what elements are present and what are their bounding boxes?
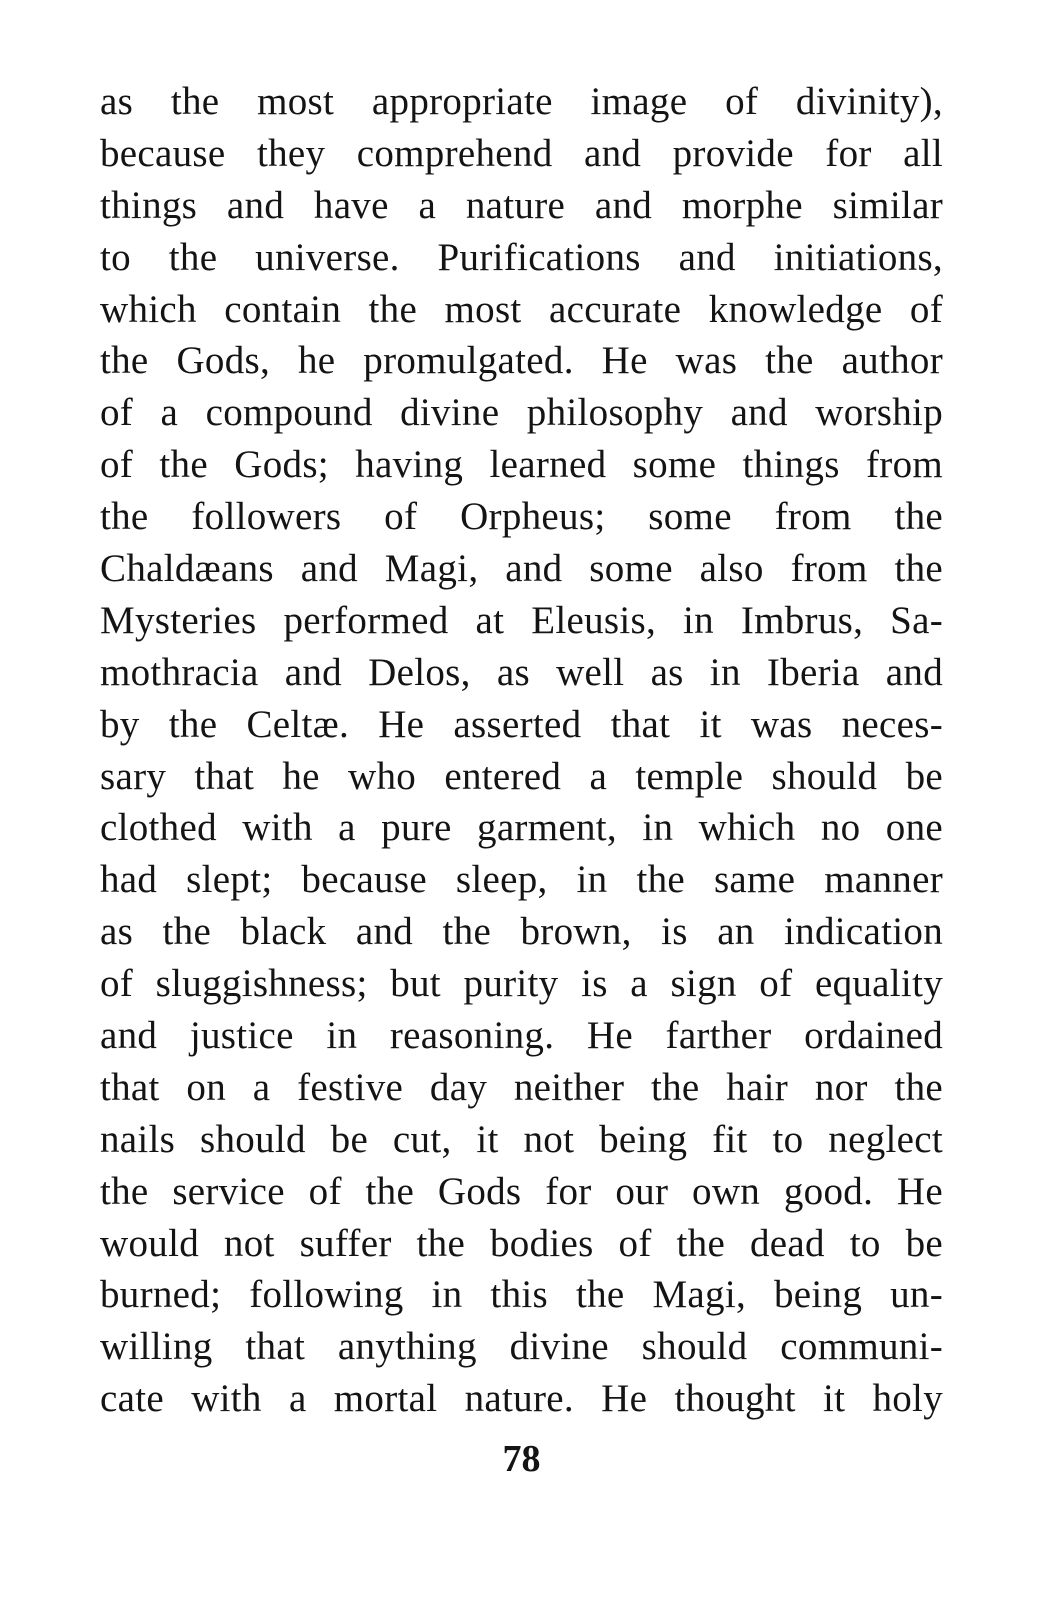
text-line: cate with a mortal nature. He thought it holy bbox=[100, 1377, 943, 1421]
text-line: clothed with a pure garment, in which no one bbox=[100, 806, 943, 850]
text-line: Mysteries performed at Eleusis, in Imbrus, Sa- bbox=[100, 598, 943, 642]
text-line: as the most appropriate image of divinity), bbox=[100, 80, 943, 123]
text-line: the service of the Gods for our own good. He bbox=[100, 1169, 943, 1213]
text-line: to the universe. Purifications and initiations, bbox=[100, 235, 943, 279]
text-line: mothracia and Delos, as well as in Iberia and bbox=[100, 650, 943, 694]
body-text bbox=[100, 76, 943, 1425]
text-line: burned; following in this the Magi, being un- bbox=[100, 1273, 943, 1317]
text-line: would not suffer the bodies of the dead to be bbox=[100, 1221, 943, 1265]
text-line: nails should be cut, it not being fit to neglect bbox=[100, 1117, 943, 1161]
text-line: that on a festive day neither the hair nor the bbox=[100, 1065, 943, 1109]
text-line: of a compound divine philosophy and worship bbox=[100, 391, 943, 435]
page-number: 78 bbox=[502, 1438, 541, 1480]
text-line: had slept; because sleep, in the same manner bbox=[100, 858, 943, 902]
text-line: willing that anything divine should communi- bbox=[100, 1325, 943, 1369]
text-line: and justice in reasoning. He farther ordained bbox=[100, 1014, 943, 1058]
text-line: of the Gods; having learned some things from bbox=[100, 443, 943, 487]
text-line: as the black and the brown, is an indication bbox=[100, 910, 943, 954]
text-line: by the Celtæ. He asserted that it was neces- bbox=[100, 702, 943, 746]
text-line: things and have a nature and morphe similar bbox=[100, 183, 943, 227]
text-line: because they comprehend and provide for all bbox=[100, 131, 943, 175]
text-line: Chaldæans and Magi, and some also from the bbox=[100, 547, 943, 591]
text-line: the followers of Orpheus; some from the bbox=[100, 495, 943, 539]
text-line: the Gods, he promulgated. He was the author bbox=[100, 339, 943, 383]
text-line: of sluggishness; but purity is a sign of equality bbox=[100, 962, 943, 1006]
text-line: which contain the most accurate knowledge of bbox=[100, 287, 943, 331]
text-line: sary that he who entered a temple should be bbox=[100, 754, 943, 798]
